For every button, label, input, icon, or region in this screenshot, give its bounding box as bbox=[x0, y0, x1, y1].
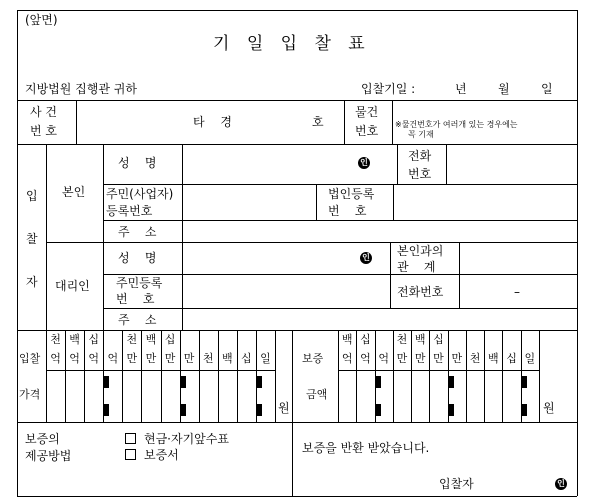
guarantee-unit-bottom: 십 bbox=[506, 352, 517, 365]
guarantee-method-label-2: 제공방법 bbox=[25, 449, 72, 463]
bidder-section-char-2: 찰 bbox=[26, 232, 38, 246]
agent-label: 대리인 bbox=[55, 279, 90, 293]
guarantee-unit-bottom: 만 bbox=[396, 352, 408, 365]
guarantee-digit-cell[interactable] bbox=[430, 371, 446, 421]
bid-group-separator bbox=[181, 376, 186, 388]
bid-digit-cell[interactable] bbox=[66, 371, 83, 421]
guarantee-unit-top: 십 bbox=[360, 333, 371, 346]
bidder-row-line-2 bbox=[103, 220, 577, 221]
bid-digit-cell[interactable] bbox=[238, 371, 255, 421]
guarantee-digit-cell[interactable] bbox=[357, 371, 373, 421]
amounts-center-divider bbox=[292, 330, 293, 496]
case-number-label-1: 사 건 bbox=[30, 105, 57, 119]
principal-phone-label-2: 번호 bbox=[408, 167, 432, 181]
bidder-row-line-4 bbox=[103, 274, 577, 275]
guarantee-unit-bottom: 일 bbox=[524, 352, 536, 365]
guarantee-unit-top: 십 bbox=[433, 333, 444, 346]
principal-address-label: 주 소 bbox=[118, 225, 157, 239]
bid-group-separator bbox=[104, 404, 109, 416]
guarantee-digit-cell[interactable] bbox=[467, 371, 483, 421]
bid-digit-cell[interactable] bbox=[142, 371, 159, 421]
relation-left bbox=[390, 242, 391, 308]
corp-reg-left bbox=[316, 184, 317, 220]
agent-seal: 인 bbox=[360, 252, 372, 264]
case-row-div2 bbox=[344, 100, 345, 144]
item-number-label-1: 물건 bbox=[355, 105, 379, 119]
amounts-bottom bbox=[17, 422, 577, 423]
guarantee-amount-label-2: 금액 bbox=[306, 388, 328, 401]
bid-digit-cell[interactable] bbox=[200, 371, 217, 421]
case-suffix: 호 bbox=[312, 115, 324, 129]
bid-unit-bottom: 십 bbox=[241, 352, 252, 365]
item-number-label-2: 번호 bbox=[355, 124, 379, 138]
item-number-note-1: ※물건번호가 여러개 있는 경우에는 bbox=[395, 120, 518, 129]
case-row-top bbox=[17, 100, 577, 101]
bid-unit-bottom: 억 bbox=[69, 352, 80, 365]
relation-label-2: 관 계 bbox=[397, 260, 436, 274]
bidder-div-section bbox=[46, 144, 47, 330]
principal-reg-label-2: 등록번호 bbox=[106, 204, 153, 218]
bid-digit-cell[interactable] bbox=[47, 371, 64, 421]
guarantee-unit-bottom: 억 bbox=[360, 352, 371, 365]
bidder-principal-agent-line bbox=[46, 242, 577, 243]
bid-unit-top: 백 bbox=[145, 333, 157, 346]
principal-seal: 인 bbox=[358, 157, 370, 169]
principal-phone-label-1: 전화 bbox=[408, 149, 432, 163]
bid-unit-bottom: 만 bbox=[183, 352, 195, 365]
guarantee-unit-bottom: 천 bbox=[469, 352, 481, 365]
bond-checkbox[interactable] bbox=[125, 449, 136, 460]
bidder-section-char-1: 입 bbox=[26, 189, 38, 203]
guarantee-grid-right bbox=[539, 330, 540, 422]
bid-digit-cell[interactable] bbox=[123, 371, 140, 421]
guarantee-won-label: 원 bbox=[543, 401, 555, 415]
bidder-row-line-5 bbox=[103, 308, 577, 309]
agent-address-label: 주 소 bbox=[118, 313, 157, 327]
bidder-div-role bbox=[103, 144, 104, 330]
principal-label: 본인 bbox=[62, 185, 86, 199]
bidder-row-line-1 bbox=[103, 184, 577, 185]
bid-unit-bottom: 백 bbox=[221, 352, 233, 365]
bid-won-label: 원 bbox=[278, 401, 290, 415]
bid-unit-bottom: 만 bbox=[145, 352, 157, 365]
bidder-section-bottom bbox=[17, 330, 577, 331]
cash-option-label: 현금·자기앞수표 bbox=[144, 432, 229, 446]
form-title: 기 일 입 찰 표 bbox=[213, 34, 371, 54]
bid-unit-top: 십 bbox=[88, 333, 100, 346]
case-type: 타 경 bbox=[193, 115, 238, 129]
principal-name-label: 성 명 bbox=[118, 156, 157, 170]
relation-label-1: 본인과의 bbox=[397, 244, 444, 258]
guarantee-group-separator bbox=[376, 404, 381, 416]
bidder-sign-seal: 인 bbox=[555, 478, 567, 490]
bid-unit-top: 천 bbox=[50, 333, 61, 346]
bid-date-month: 월 bbox=[498, 82, 510, 96]
relation-right bbox=[459, 242, 460, 308]
guarantee-unit-bottom: 백 bbox=[487, 352, 499, 365]
guarantee-unit-bottom: 만 bbox=[433, 352, 444, 365]
corp-reg-label-2: 번 호 bbox=[328, 204, 367, 218]
guarantee-digit-cell[interactable] bbox=[485, 371, 501, 421]
bidder-div-label bbox=[182, 144, 183, 330]
guarantee-unit-bottom: 만 bbox=[451, 352, 463, 365]
case-number-label-2: 번 호 bbox=[30, 124, 57, 138]
bid-group-separator bbox=[257, 404, 262, 416]
guarantee-unit-top: 백 bbox=[341, 333, 353, 346]
corp-reg-label-1: 법인등록 bbox=[328, 187, 375, 201]
guarantee-group-separator bbox=[376, 376, 381, 388]
bid-date-year: 년 bbox=[455, 82, 467, 96]
guarantee-unit-bottom: 만 bbox=[414, 352, 426, 365]
case-row-bottom bbox=[17, 144, 577, 145]
bid-group-separator bbox=[257, 376, 262, 388]
guarantee-group-separator bbox=[522, 404, 527, 416]
guarantee-unit-top: 백 bbox=[414, 333, 426, 346]
bid-date-day: 일 bbox=[541, 82, 553, 96]
bid-unit-bottom: 일 bbox=[260, 352, 271, 365]
cash-checkbox[interactable] bbox=[125, 433, 136, 444]
agent-reg-label-1: 주민등록 bbox=[116, 276, 163, 290]
guarantee-unit-bottom: 억 bbox=[378, 352, 389, 365]
bid-unit-bottom: 만 bbox=[164, 352, 176, 365]
agent-phone-dash: – bbox=[514, 285, 520, 299]
bid-date-label: 입찰기일 : bbox=[361, 82, 416, 96]
return-acknowledgement: 보증을 반환 받았습니다. bbox=[302, 441, 430, 455]
guarantee-digit-cell[interactable] bbox=[412, 371, 428, 421]
frame-right bbox=[577, 10, 578, 496]
guarantee-group-separator bbox=[449, 404, 454, 416]
bid-group-separator bbox=[181, 404, 186, 416]
guarantee-unit-top: 천 bbox=[396, 333, 408, 346]
guarantee-digit-cell[interactable] bbox=[503, 371, 519, 421]
bond-option-label: 보증서 bbox=[144, 448, 179, 462]
item-number-note-2: 꼭 기재 bbox=[408, 130, 434, 139]
frame-top bbox=[17, 10, 577, 11]
guarantee-digit-cell[interactable] bbox=[394, 371, 410, 421]
bid-unit-bottom: 억 bbox=[50, 352, 61, 365]
bid-unit-bottom: 억 bbox=[107, 352, 119, 365]
phone-label-right bbox=[446, 144, 447, 184]
guarantee-amount-label-1: 보증 bbox=[302, 352, 324, 365]
bidder-sign-label: 입찰자 bbox=[439, 477, 474, 491]
principal-reg-label-1: 주민(사업자) bbox=[106, 187, 174, 201]
bid-price-label-1: 입찰 bbox=[19, 352, 41, 365]
agent-reg-label-2: 번 호 bbox=[116, 292, 155, 306]
bid-unit-bottom: 천 bbox=[202, 352, 214, 365]
bidder-section-char-3: 자 bbox=[26, 275, 38, 289]
case-row-div3 bbox=[392, 100, 393, 144]
bid-unit-top: 천 bbox=[126, 333, 138, 346]
case-row-div1 bbox=[76, 100, 77, 144]
front-label: (앞면) bbox=[25, 13, 58, 27]
bid-unit-bottom: 억 bbox=[88, 352, 100, 365]
bid-unit-bottom: 만 bbox=[126, 352, 138, 365]
frame-bottom bbox=[17, 496, 577, 497]
frame-left bbox=[17, 10, 18, 496]
bid-group-separator bbox=[104, 376, 109, 388]
guarantee-digit-cell[interactable] bbox=[339, 371, 355, 421]
bid-unit-top: 십 bbox=[164, 333, 176, 346]
phone-label-left bbox=[397, 144, 398, 184]
bid-digit-cell[interactable] bbox=[219, 371, 236, 421]
bid-grid-right bbox=[275, 330, 276, 422]
corp-reg-right bbox=[393, 184, 394, 220]
guarantee-group-separator bbox=[449, 376, 454, 388]
bid-price-label-2: 가격 bbox=[19, 388, 41, 401]
agent-phone-label: 전화번호 bbox=[397, 285, 444, 299]
bid-unit-top: 백 bbox=[69, 333, 80, 346]
court-line: 지방법원 집행관 귀하 bbox=[25, 82, 137, 96]
bid-digit-cell[interactable] bbox=[162, 371, 179, 421]
bid-digit-cell[interactable] bbox=[85, 371, 102, 421]
guarantee-group-separator bbox=[522, 376, 527, 388]
agent-name-label: 성 명 bbox=[118, 251, 157, 265]
guarantee-unit-bottom: 억 bbox=[341, 352, 353, 365]
guarantee-method-label-1: 보증의 bbox=[25, 432, 60, 446]
